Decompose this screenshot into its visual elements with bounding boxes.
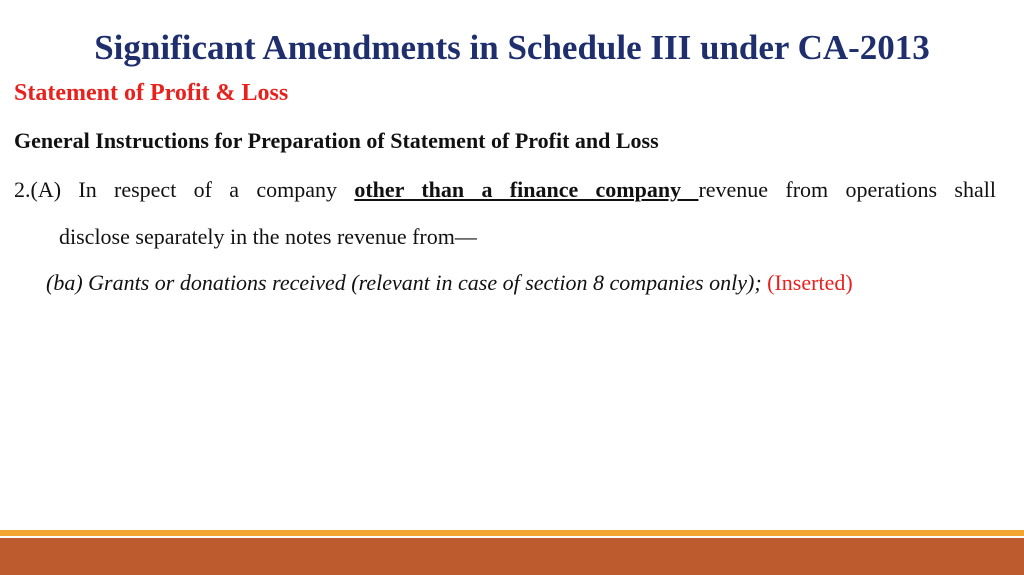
footer-bar [0,538,1024,575]
paragraph-prefix: 2.(A) In respect of a company [14,177,355,202]
footer-accent-line [0,530,1024,536]
paragraph-continuation: disclose separately in the notes revenue from— [59,224,477,249]
paragraph-suffix: revenue from operations shall [698,177,996,202]
list-item-text: (ba) Grants or donations received (relevant in case of section 8 companies only); [46,270,762,295]
inserted-tag: (Inserted) [767,270,853,295]
list-item [46,268,853,298]
slide-title: Significant Amendments in Schedule III under CA-2013 [94,28,930,67]
section-heading: Statement of Profit & Loss [14,80,289,106]
paragraph-emphasis: other than a finance company [354,177,699,202]
instruction-paragraph [14,175,996,205]
instructions-heading: General Instructions for Preparation of Statement of Profit and Loss [14,128,659,153]
